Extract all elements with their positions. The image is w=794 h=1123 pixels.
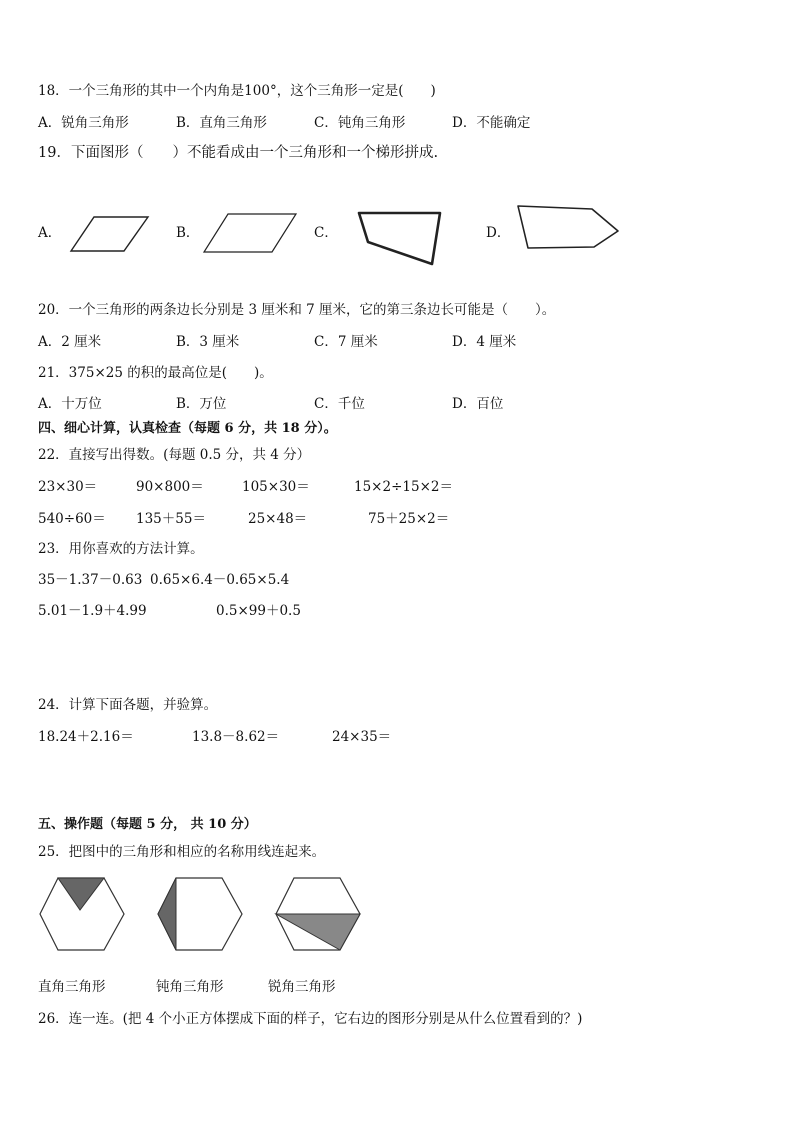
q22-item-6: 135＋55＝ [136,511,206,527]
q20-option-a: A．2 厘米 [38,334,102,350]
q23-item-1: 35－1.37－0.63 [38,572,143,588]
q20-option-c: C．7 厘米 [314,334,378,350]
q25-hexagon-2 [154,874,246,954]
q19-option-c: C． [314,225,338,241]
q19-option-b: B． [176,225,200,241]
q22-item-4: 15×2÷15×2＝ [354,479,453,495]
q18-option-a: A．锐角三角形 [38,115,129,131]
q21-option-a: A．十万位 [38,396,102,412]
q19-option-d: D． [486,225,511,241]
q26-stem: 26．连一连。(把 4 个小正方体摆成下面的样子，它右边的图形分别是从什么位置看到的？) [38,1011,583,1027]
q18-option-d: D．不能确定 [452,115,531,131]
q18-option-c: C．钝角三角形 [314,115,406,131]
q25-label-2: 钝角三角形 [156,979,224,995]
q19-shape-b [200,210,300,256]
q22-item-5: 540÷60＝ [38,511,106,527]
q18-option-b: B．直角三角形 [176,115,267,131]
q21-option-b: B．万位 [176,396,227,412]
q22-item-2: 90×800＝ [136,479,204,495]
q21-stem: 21．375×25 的积的最高位是( )。 [38,365,273,381]
q20-option-b: B．3 厘米 [176,334,240,350]
q19-shape-c [352,206,448,268]
q23-stem: 23．用你喜欢的方法计算。 [38,541,204,557]
q25-hexagon-1 [36,874,128,954]
q22-item-7: 25×48＝ [248,511,308,527]
q24-item-3: 24×35＝ [332,729,392,745]
q21-option-d: D．百位 [452,396,504,412]
q18-stem: 18．一个三角形的其中一个内角是100°，这个三角形一定是( ) [38,83,436,99]
q23-item-2: 0.65×6.4－0.65×5.4 [150,572,290,588]
q22-item-8: 75＋25×2＝ [368,511,450,527]
q24-item-2: 13.8－8.62＝ [192,729,280,745]
q25-stem: 25．把图中的三角形和相应的名称用线连起来。 [38,844,326,860]
q19-stem: 19．下面图形（ ）不能看成由一个三角形和一个梯形拼成. [38,145,439,161]
q19-option-a: A． [38,225,62,241]
q21-option-c: C．千位 [314,396,365,412]
q23-item-4: 0.5×99＋0.5 [216,603,301,619]
q22-item-3: 105×30＝ [242,479,310,495]
q24-item-1: 18.24＋2.16＝ [38,729,134,745]
q22-stem: 22．直接写出得数。(每题 0.5 分，共 4 分） [38,447,311,463]
q25-label-3: 锐角三角形 [268,979,336,995]
q20-option-d: D．4 厘米 [452,334,517,350]
q24-stem: 24．计算下面各题，并验算。 [38,697,218,713]
q23-item-3: 5.01－1.9＋4.99 [38,603,147,619]
q25-hexagon-3 [272,874,364,954]
section4-title: 四、细心计算，认真检查（每题 6 分，共 18 分）。 [38,421,337,436]
section5-title: 五、操作题（每题 5 分， 共 10 分） [38,817,257,832]
q19-shape-a [66,212,152,256]
q22-item-1: 23×30＝ [38,479,98,495]
q19-shape-d [512,200,622,252]
q25-label-1: 直角三角形 [38,979,106,995]
q20-stem: 20．一个三角形的两条边长分别是 3 厘米和 7 厘米，它的第三条边长可能是（ ）。 [38,302,556,318]
